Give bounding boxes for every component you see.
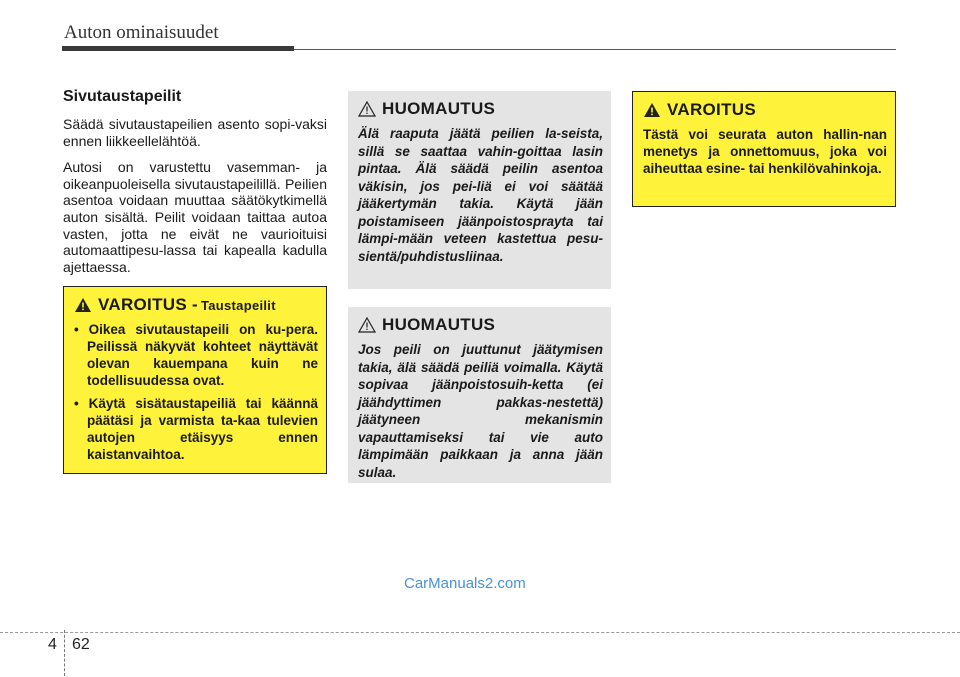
caution-triangle-icon: [358, 317, 376, 333]
warning-list-item: • Oikea sivutaustapeili on ku-pera. Peilissä näkyvät kohteet näyttävät olevan kauempana kuin ne todellisuudessa ovat.: [74, 322, 318, 388]
warning-title: [643, 100, 887, 120]
page-number: 62: [72, 636, 90, 653]
footer-rule: [0, 632, 960, 633]
section-number: 4: [48, 636, 57, 653]
notice-title-text: HUOMAUTUS: [382, 99, 496, 118]
footer-separator: [64, 630, 65, 676]
body-paragraph-2: Autosi on varustettu vasemman- ja oikeanpuoleisella sivutaustapeilillä. Peilien asentoa voidaan muuttaa säätökytkimellä auton sisältä. Peilit voidaan taittaa autoa vasten, jotta ne eivät ne vaurioituisi automaattipesu-lassa tai kapealla kadulla ajettaessa.: [63, 159, 327, 275]
warning-title: [74, 295, 318, 315]
notice-title: [358, 315, 603, 335]
notice-text: Jos peili on juuttunut jäätymisen takia, älä säädä peiliä voimalla. Käytä sopivaa jäänpoistosuih-ketta (ei jäähdyttimen pakkas-nestettä) jäätyneen mekanismin vapauttamiseksi tai vie auto lämpimään paikkaan ja anna jään sulaa.: [358, 342, 603, 480]
warning-triangle-icon: [643, 102, 661, 118]
warning-title-text: VAROITUS -: [98, 295, 198, 314]
warning-text: Tästä voi seurata auton hallin-nan menetys ja onnettomuus, joka voi aiheuttaa esine- tai henkilövahinkoja.: [643, 127, 887, 176]
caution-triangle-icon: [358, 101, 376, 117]
notice-title: [358, 99, 603, 119]
warning-title-text: VAROITUS: [667, 100, 756, 119]
warning-triangle-icon: [74, 297, 92, 313]
header-rule: [294, 49, 896, 50]
warning-box-mirrors: [63, 286, 327, 474]
warning-list-item: • Käytä sisätaustapeiliä tai käännä päätäsi ja varmista ta-kaa tulevien autojen etäisyys ennen kaistanvaihtoa.: [74, 396, 318, 462]
warning-list: [74, 321, 318, 463]
notice-box-ice: [348, 91, 611, 289]
section-heading: Sivutaustapeilit: [63, 88, 182, 105]
warning-box-control: [632, 91, 896, 207]
notice-text: Älä raaputa jäätä peilien la-seista, sillä se saattaa vahin-goittaa lasin pintaa. Älä säädä peilin asentoa väkisin, jos pei-liä ei voi säätää jääkertymän takia. Käytä jään poistamiseen jäänpoistosprayta tai lämpi-mään veteen kastettua pesu-sientä/puhdistusliinaa.: [358, 126, 603, 264]
page-header-title: Auton ominaisuudet: [64, 22, 219, 43]
body-paragraph-1: Säädä sivutaustapeilien asento sopi-vaksi ennen liikkeellelähtöä.: [63, 116, 327, 149]
notice-title-text: HUOMAUTUS: [382, 315, 496, 334]
warning-subtitle: Taustapeilit: [200, 297, 276, 313]
header-accent-bar: [62, 46, 294, 51]
notice-box-frozen: [348, 307, 611, 483]
watermark-link[interactable]: CarManuals2.com: [404, 575, 526, 592]
left-column: [63, 88, 327, 285]
